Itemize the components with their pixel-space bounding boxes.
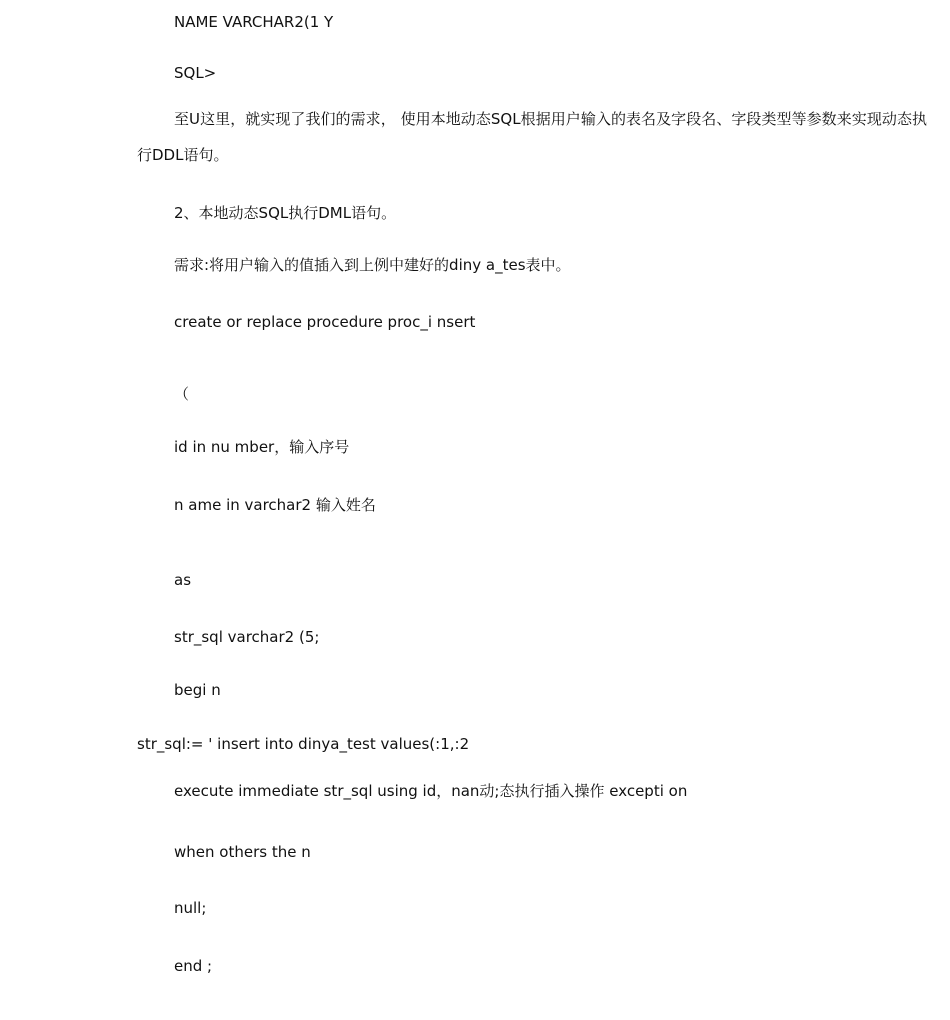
- code-line-sql-prompt: SQL>: [174, 64, 217, 82]
- section-heading: 2、本地动态SQL执行DML语句。: [174, 204, 397, 222]
- code-line-name-column: NAME VARCHAR2(1 Y: [174, 13, 334, 31]
- code-line-open-paren: （: [174, 385, 190, 403]
- code-line-execute: execute immediate str_sql using id，nan动;态执行插入操作 excepti on: [174, 782, 688, 800]
- code-line-when-others: when others the n: [174, 843, 311, 861]
- code-line-as: as: [174, 571, 192, 589]
- code-line-end: end ;: [174, 957, 213, 975]
- code-line-param-name: n ame in varchar2 输入姓名: [174, 496, 376, 514]
- code-line-null: null;: [174, 899, 207, 917]
- requirement-text: 需求:将用户输入的值插入到上例中建好的diny a_tes表中。: [174, 256, 571, 274]
- code-line-var-decl: str_sql varchar2 (5;: [174, 628, 320, 646]
- code-line-assign-sql: str_sql:= ' insert into dinya_test values(:1,:2: [137, 735, 470, 753]
- code-line-create-procedure: create or replace procedure proc_i nsert: [174, 313, 476, 331]
- summary-paragraph: 至U这里，就实现了我们的需求， 使用本地动态SQL根据用户输入的表名及字段名、字段类型等参数来实现动态执行DDL语句。: [137, 110, 927, 164]
- code-line-begin: begi n: [174, 681, 221, 699]
- code-line-param-id: id in nu mber，输入序号: [174, 438, 350, 456]
